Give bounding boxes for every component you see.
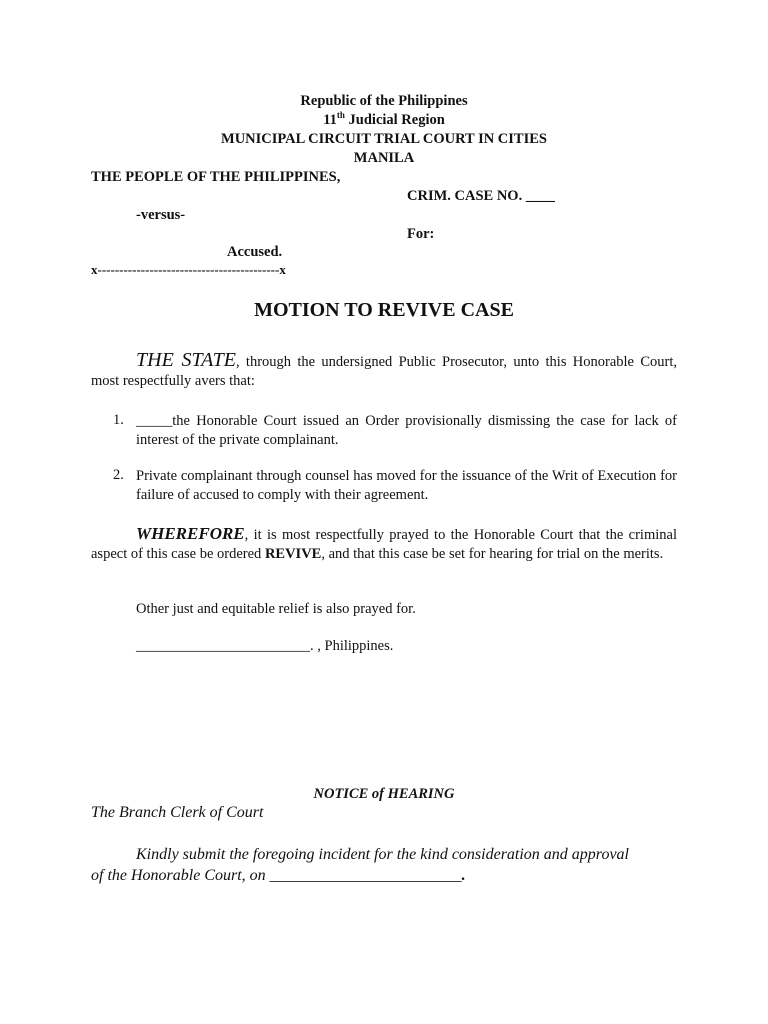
document-title: MOTION TO REVIVE CASE: [254, 299, 514, 321]
accused-label: Accused.: [227, 244, 283, 260]
header-city: MANILA: [353, 150, 415, 166]
case-number-label: CRIM. CASE NO. ____: [407, 188, 555, 204]
region-suffix: th: [336, 110, 345, 121]
notice-body-text: Kindly submit the foregoing incident for the kind consideration and approval of the Honorable Court, on: [91, 846, 629, 884]
revive-word: REVIVE: [264, 546, 322, 562]
item-1-number: 1.: [113, 412, 124, 428]
intro-lead: THE STATE: [136, 349, 236, 371]
header-region: [0, 112, 768, 129]
item-1-blank: _____: [136, 413, 173, 429]
region-number: 11: [323, 112, 337, 128]
item-1-body: the Honorable Court issued an Order provisionally dismissing the case for lack of interest of the private complainant.: [136, 413, 677, 448]
region-label: Judicial Region: [344, 112, 445, 128]
notice-blank: ________________________: [269, 867, 462, 884]
item-1-text: [136, 412, 677, 450]
notice-body: [91, 844, 631, 886]
caption-separator: x------------------------------------------x: [91, 262, 286, 277]
for-label: For:: [407, 226, 435, 242]
versus-label: -versus-: [136, 207, 186, 223]
wherefore-lead: WHEREFORE: [136, 524, 245, 543]
notice-end: .: [461, 867, 466, 884]
plaintiff-name: THE PEOPLE OF THE PHILIPPINES,: [91, 169, 341, 185]
wherefore-text-after: , and that this case be set for hearing for trial on the merits.: [321, 546, 664, 562]
item-2-number: 2.: [113, 467, 124, 483]
intro-text: , through the undersigned Public Prosecutor, unto this Honorable Court, most respectfully avers that:: [91, 354, 677, 389]
item-2-text: Private complainant through counsel has moved for the issuance of the Writ of Execution for failure of accused to comply with their agreement.: [136, 468, 677, 503]
place-text: , Philippines.: [313, 638, 394, 654]
notice-title: NOTICE of HEARING: [313, 786, 455, 802]
header-republic: Republic of the Philippines: [300, 93, 468, 109]
relief-text: Other just and equitable relief is also prayed for.: [136, 601, 416, 617]
header-court: MUNICIPAL CIRCUIT TRIAL COURT IN CITIES: [221, 131, 547, 147]
notice-addressee: The Branch Clerk of Court: [91, 804, 264, 821]
place-line: [136, 638, 393, 655]
intro-paragraph: [91, 351, 677, 391]
wherefore-text-before: , it is most respectfully prayed to the Honorable Court that the criminal aspect of this case be ordered: [91, 527, 677, 562]
wherefore-paragraph: [91, 524, 677, 564]
place-blank: ________________________.: [136, 638, 314, 654]
